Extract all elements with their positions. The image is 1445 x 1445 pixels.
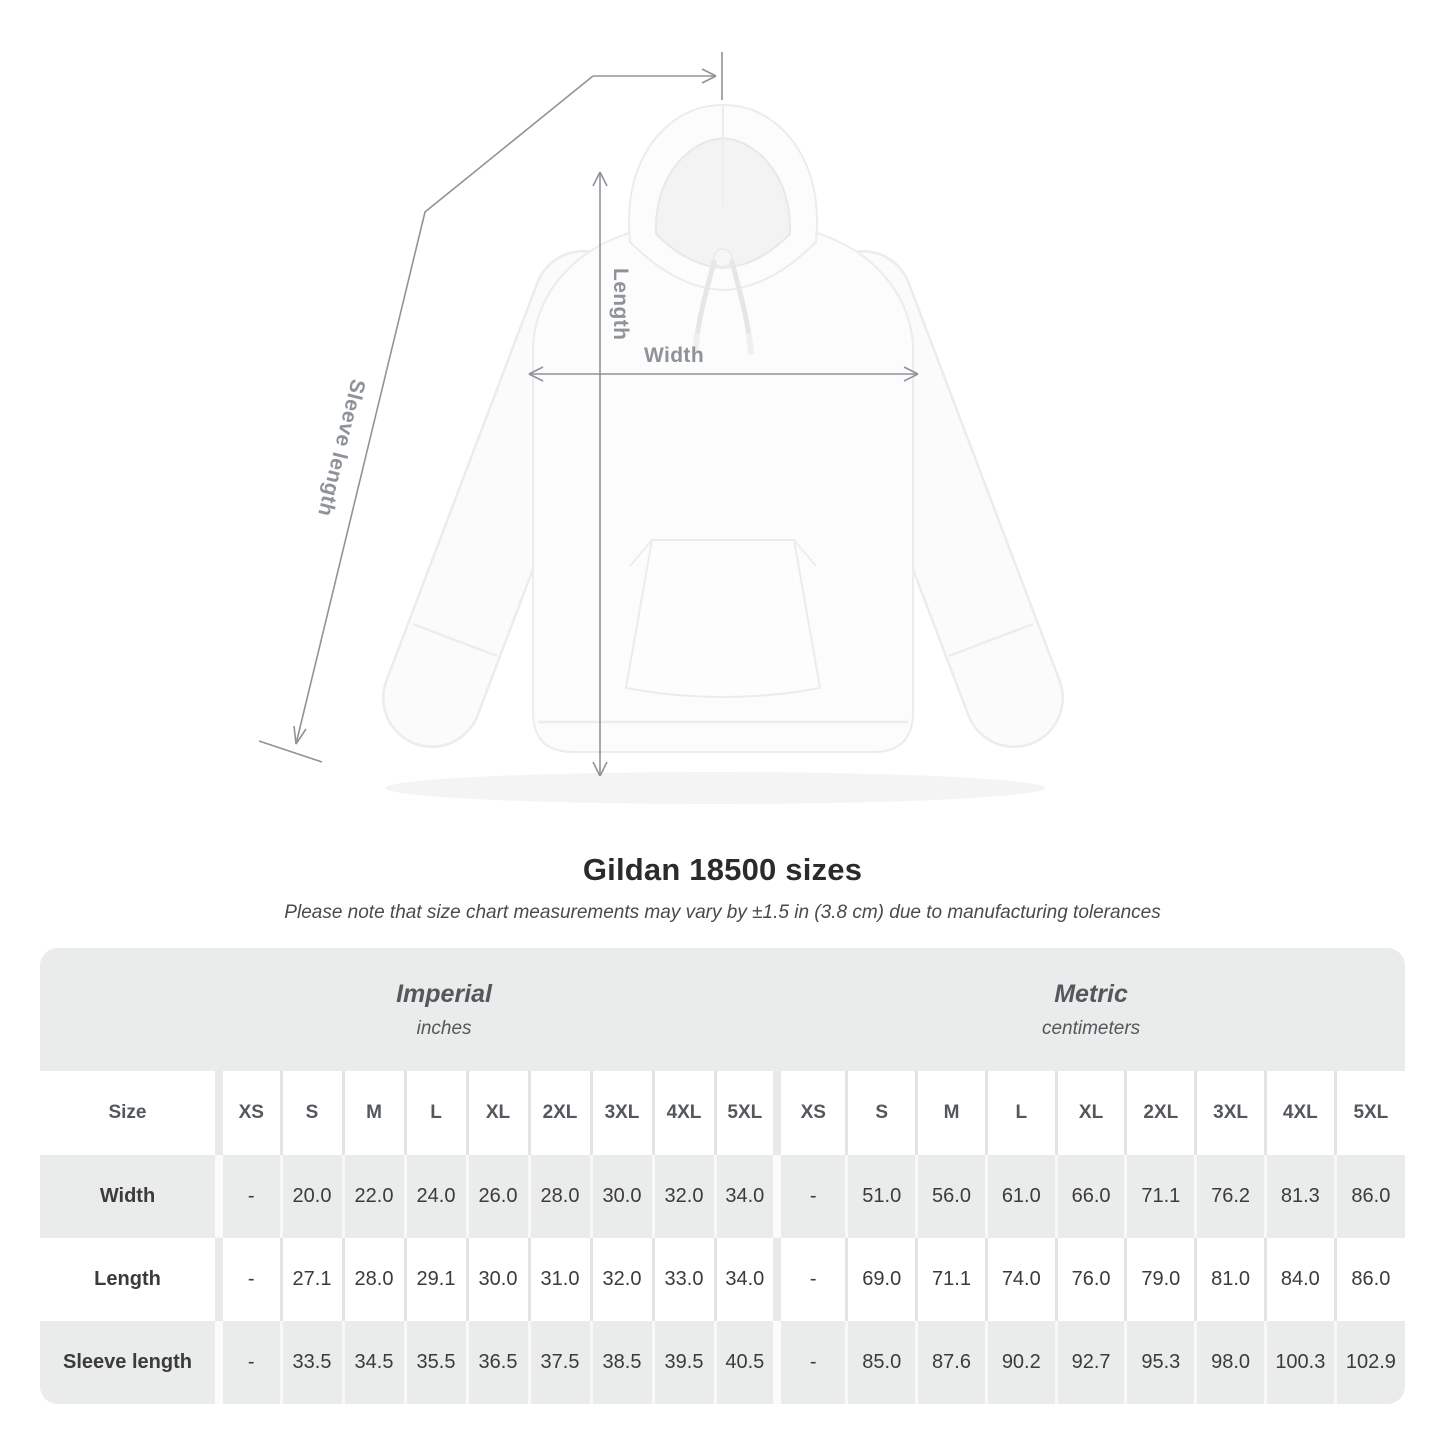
table-cell: 36.5 xyxy=(467,1321,529,1404)
table-cell: 31.0 xyxy=(529,1238,591,1321)
size-header: M xyxy=(343,1071,405,1155)
size-header: 5XL xyxy=(715,1071,777,1155)
table-cell: 81.0 xyxy=(1196,1238,1266,1321)
table-cell: 90.2 xyxy=(986,1321,1056,1404)
tolerance-note: Please note that size chart measurements may vary by ±1.5 in (3.8 cm) due to manufacturing tolerances xyxy=(284,902,1161,923)
unit-group-spacer xyxy=(40,948,219,1071)
size-header: 2XL xyxy=(529,1071,591,1155)
imperial-group-header xyxy=(219,948,777,1071)
table-cell: 71.1 xyxy=(1126,1155,1196,1238)
row-label: Width xyxy=(40,1155,219,1238)
table-cell: - xyxy=(777,1238,847,1321)
table-cell: 20.0 xyxy=(281,1155,343,1238)
table-cell: 38.5 xyxy=(591,1321,653,1404)
table-cell: 24.0 xyxy=(405,1155,467,1238)
table-cell: 69.0 xyxy=(847,1238,917,1321)
table-cell: 84.0 xyxy=(1265,1238,1335,1321)
table-cell: 92.7 xyxy=(1056,1321,1126,1404)
table-cell: 76.0 xyxy=(1056,1238,1126,1321)
table-cell: 35.5 xyxy=(405,1321,467,1404)
table-cell: 27.1 xyxy=(281,1238,343,1321)
table-cell: 32.0 xyxy=(591,1238,653,1321)
hoodie-illustration xyxy=(385,104,1045,804)
table-cell: 66.0 xyxy=(1056,1155,1126,1238)
row-label: Length xyxy=(40,1238,219,1321)
table-cell: 40.5 xyxy=(715,1321,777,1404)
size-table-grid xyxy=(40,948,1405,1404)
size-header: 5XL xyxy=(1335,1071,1405,1155)
table-cell: - xyxy=(777,1155,847,1238)
row-label: Sleeve length xyxy=(40,1321,219,1404)
imperial-group-label: Imperial xyxy=(396,979,492,1008)
size-column-header: Size xyxy=(40,1071,219,1155)
table-cell: 51.0 xyxy=(847,1155,917,1238)
table-cell: 33.5 xyxy=(281,1321,343,1404)
table-cell: - xyxy=(219,1238,281,1321)
size-header: L xyxy=(405,1071,467,1155)
table-cell: 29.1 xyxy=(405,1238,467,1321)
size-header: 3XL xyxy=(591,1071,653,1155)
size-header: L xyxy=(986,1071,1056,1155)
size-header: XL xyxy=(1056,1071,1126,1155)
table-cell: 100.3 xyxy=(1265,1321,1335,1404)
table-cell: 76.2 xyxy=(1196,1155,1266,1238)
size-header: 2XL xyxy=(1126,1071,1196,1155)
length-dimension-label: Length xyxy=(609,268,632,341)
table-cell: 86.0 xyxy=(1335,1238,1405,1321)
table-cell: 102.9 xyxy=(1335,1321,1405,1404)
table-cell: 34.5 xyxy=(343,1321,405,1404)
sleeve-length-row xyxy=(40,1321,1405,1404)
table-cell: 85.0 xyxy=(847,1321,917,1404)
table-cell: - xyxy=(777,1321,847,1404)
table-cell: 30.0 xyxy=(467,1238,529,1321)
table-cell: 32.0 xyxy=(653,1155,715,1238)
table-cell: 34.0 xyxy=(715,1238,777,1321)
table-cell: 28.0 xyxy=(343,1238,405,1321)
metric-group-unit: centimeters xyxy=(1041,1017,1141,1039)
table-cell: 28.0 xyxy=(529,1155,591,1238)
table-cell: - xyxy=(219,1155,281,1238)
metric-group-label: Metric xyxy=(1054,979,1128,1008)
table-cell: 33.0 xyxy=(653,1238,715,1321)
table-cell: 37.5 xyxy=(529,1321,591,1404)
unit-group-header-row xyxy=(40,948,1405,1071)
table-cell: 39.5 xyxy=(653,1321,715,1404)
table-cell: 87.6 xyxy=(917,1321,987,1404)
size-header: S xyxy=(281,1071,343,1155)
size-header: 4XL xyxy=(1265,1071,1335,1155)
width-row xyxy=(40,1155,1405,1238)
table-cell: 61.0 xyxy=(986,1155,1056,1238)
sleeve-length-dimension-label: Sleeve length xyxy=(313,376,370,519)
width-dimension-label: Width xyxy=(643,344,705,367)
table-cell: 22.0 xyxy=(343,1155,405,1238)
size-header: 4XL xyxy=(653,1071,715,1155)
table-cell: 56.0 xyxy=(917,1155,987,1238)
table-cell: 98.0 xyxy=(1196,1321,1266,1404)
table-cell: - xyxy=(219,1321,281,1404)
size-header: XS xyxy=(777,1071,847,1155)
table-cell: 34.0 xyxy=(715,1155,777,1238)
table-cell: 26.0 xyxy=(467,1155,529,1238)
size-header: 3XL xyxy=(1196,1071,1266,1155)
table-cell: 71.1 xyxy=(917,1238,987,1321)
table-cell: 86.0 xyxy=(1335,1155,1405,1238)
size-header: M xyxy=(917,1071,987,1155)
length-row xyxy=(40,1238,1405,1321)
imperial-group-unit: inches xyxy=(416,1017,472,1039)
size-header: XL xyxy=(467,1071,529,1155)
size-header: XS xyxy=(219,1071,281,1155)
table-cell: 81.3 xyxy=(1265,1155,1335,1238)
size-header-row xyxy=(40,1071,1405,1155)
table-cell: 79.0 xyxy=(1126,1238,1196,1321)
metric-group-header xyxy=(777,948,1405,1071)
table-cell: 95.3 xyxy=(1126,1321,1196,1404)
size-header: S xyxy=(847,1071,917,1155)
size-table xyxy=(40,948,1405,1404)
page-title: Gildan 18500 sizes xyxy=(582,852,863,887)
table-cell: 74.0 xyxy=(986,1238,1056,1321)
table-cell: 30.0 xyxy=(591,1155,653,1238)
